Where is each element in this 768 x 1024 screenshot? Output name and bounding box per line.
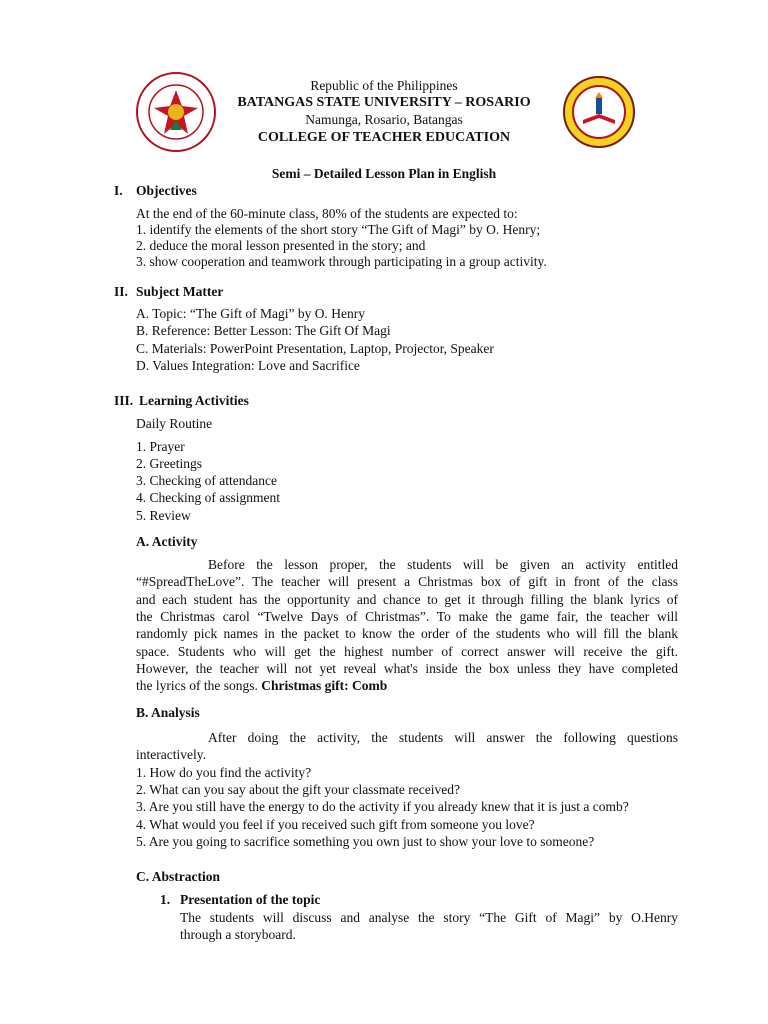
section-number-objectives: I. [114, 183, 123, 198]
activity-paragraph-line: However, the teacher will not yet reveal what's inside the box unless they have completed [136, 661, 678, 676]
activity-last-line [136, 678, 387, 694]
section-number-subject: II. [114, 284, 128, 299]
presentation-heading: Presentation of the topic [180, 892, 321, 907]
subject-heading: Subject Matter [136, 284, 224, 299]
objectives-intro: At the end of the 60-minute class, 80% of the students are expected to: [136, 206, 518, 221]
analysis-intro-line: interactively. [136, 747, 206, 762]
university-address: Namunga, Rosario, Batangas [305, 112, 463, 127]
college-name: COLLEGE OF TEACHER EDUCATION [257, 130, 511, 145]
activity-paragraph-line: “#SpreadTheLove”. The teacher will present a Christmas box of gift in front of the class [136, 574, 678, 589]
activity-paragraph-line: Before the lesson proper, the students will be given an activity entitled [208, 557, 678, 572]
section-number-learning: III. [114, 393, 134, 408]
learning-heading: Learning Activities [139, 393, 249, 408]
analysis-question: 1. How do you find the activity? [136, 765, 312, 780]
analysis-question: 4. What would you feel if you received such gift from someone you love? [136, 817, 535, 832]
analysis-question: 5. Are you going to sacrifice something you own just to show your love to someone? [136, 834, 595, 849]
analysis-heading: B. Analysis [136, 705, 200, 720]
abstraction-heading: C. Abstraction [136, 869, 220, 884]
routine-item: 2. Greetings [136, 456, 202, 471]
routine-item: 5. Review [136, 508, 191, 523]
objective-item: 2. deduce the moral lesson presented in the story; and [136, 238, 426, 253]
christmas-gift-label: Christmas gift: Comb [261, 678, 388, 693]
abstraction-text-line: The students will discuss and analyse the story “The Gift of Magi” by O.Henry [180, 910, 678, 925]
activity-paragraph-line: randomly pick names in the packet to know the order of the students who will fill the blank [136, 626, 678, 641]
routine-item: 4. Checking of assignment [136, 490, 280, 505]
daily-routine-label: Daily Routine [136, 416, 213, 431]
activity-paragraph-line: the Christmas carol “Twelve Days of Christmas”. To make the game fair, the teacher will [136, 609, 678, 624]
activity-paragraph-line: space. Students who will get the highest number of correct answer will receive the gift. [136, 644, 678, 659]
subject-item: A. Topic: “The Gift of Magi” by O. Henry [136, 306, 365, 321]
objective-item: 3. show cooperation and teamwork through participating in a group activity. [136, 254, 547, 269]
subject-item: B. Reference: Better Lesson: The Gift Of Magi [136, 323, 391, 338]
routine-item: 3. Checking of attendance [136, 473, 277, 488]
analysis-question: 3. Are you still have the energy to do the activity if you already knew that it is just a comb? [136, 799, 629, 814]
subject-item: C. Materials: PowerPoint Presentation, Laptop, Projector, Speaker [136, 341, 494, 356]
page-title: Semi – Detailed Lesson Plan in English [271, 166, 497, 181]
activity-heading: A. Activity [136, 534, 198, 549]
university-name: BATANGAS STATE UNIVERSITY – ROSARIO [237, 95, 531, 110]
objective-item: 1. identify the elements of the short story “The Gift of Magi” by O. Henry; [136, 222, 541, 237]
republic-line: Republic of the Philippines [310, 78, 458, 93]
abstraction-text-line: through a storyboard. [180, 927, 296, 942]
objectives-heading: Objectives [136, 183, 197, 198]
activity-last-line-text: the lyrics of the songs. [136, 678, 258, 693]
analysis-question: 2. What can you say about the gift your classmate received? [136, 782, 461, 797]
activity-paragraph-line: and each student has the opportunity and chance to get it through filling the blank lyrics of [136, 592, 678, 607]
routine-item: 1. Prayer [136, 439, 185, 454]
abstraction-subnumber: 1. [160, 892, 171, 907]
subject-item: D. Values Integration: Love and Sacrifice [136, 358, 360, 373]
analysis-intro-line: After doing the activity, the students will answer the following questions [208, 730, 678, 745]
